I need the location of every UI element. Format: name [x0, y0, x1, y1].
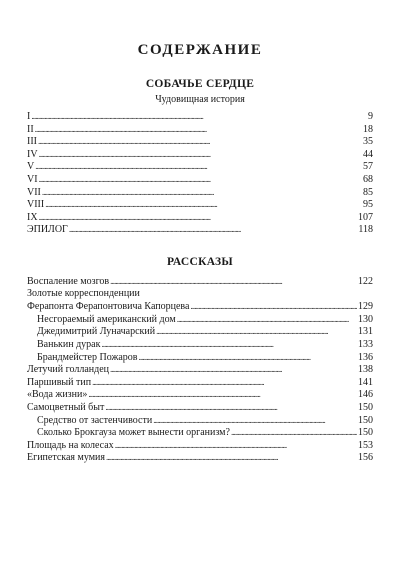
toc-leader-dots — [110, 275, 357, 289]
toc-entry — [27, 148, 373, 161]
toc-leader-dots — [39, 211, 357, 225]
toc-entry-page-number: 130 — [358, 313, 373, 325]
toc-entry-page-number: 146 — [358, 389, 373, 401]
toc-leader-dots — [31, 110, 367, 124]
toc-entry-label: IV — [27, 148, 38, 160]
toc-title: СОДЕРЖАНИЕ — [137, 42, 263, 58]
toc-entry-label: V — [27, 161, 35, 173]
toc-leader-dots — [39, 148, 362, 162]
toc-entry-page-number: 44 — [363, 148, 373, 160]
toc-entry-label: II — [27, 123, 34, 135]
toc-entry — [27, 275, 373, 288]
toc-entry-page-number: 35 — [363, 136, 373, 148]
toc-leader-dots — [177, 313, 357, 327]
toc-entry-label: Брандмейстер Пожаров — [37, 351, 138, 363]
toc-leader-dots — [231, 426, 357, 440]
toc-entry-label: Ванькин дурак — [37, 338, 101, 350]
toc-leader-dots — [139, 351, 357, 365]
toc-entry-page-number: 153 — [358, 439, 373, 451]
toc-leader-dots — [42, 186, 362, 200]
toc-entry-label: Несгораемый американский дом — [37, 313, 176, 325]
section-subtitle-sobachye-serdtse: Чудовищная история — [155, 94, 245, 105]
toc-entry-page-number: 118 — [358, 224, 373, 236]
section-title-rasskazy: РАССКАЗЫ — [166, 256, 233, 268]
toc-leader-dots — [69, 223, 358, 237]
toc-entry-label: I — [27, 111, 31, 122]
toc-entry — [27, 426, 373, 439]
toc-entry — [27, 401, 373, 414]
toc-entry — [27, 211, 373, 224]
toc-leader-dots — [38, 135, 362, 149]
toc-entry-page-number: 156 — [358, 452, 373, 464]
toc-entry-page-number: 138 — [358, 364, 373, 376]
toc-list-sobachye-serdtse — [27, 110, 373, 236]
toc-entry — [27, 288, 373, 301]
toc-entry-label: Джедимитрий Луначарский — [37, 326, 156, 338]
toc-entry-page-number: 150 — [358, 427, 373, 439]
section-title-sobachye-serdtse: СОБАЧЬЕ СЕРДЦЕ — [145, 78, 255, 90]
toc-entry-page-number: 141 — [358, 376, 373, 388]
toc-entry — [27, 376, 373, 389]
toc-entry — [27, 173, 373, 186]
toc-entry-page-number: 95 — [363, 199, 373, 211]
toc-entry — [27, 325, 373, 338]
toc-entry-label: Золотые корреспонденции — [27, 287, 140, 299]
toc-entry-label: VII — [27, 186, 41, 198]
toc-leader-dots — [106, 451, 357, 465]
toc-entry-page-number: 150 — [358, 401, 373, 413]
toc-leader-dots — [190, 300, 357, 314]
toc-entry — [27, 388, 373, 401]
toc-leader-dots — [45, 198, 362, 212]
toc-entry-label: Сколько Брокгауза может вынести организм? — [37, 427, 230, 439]
toc-entry — [27, 338, 373, 351]
toc-leader-dots — [35, 123, 362, 137]
toc-entry-label: Самоцветный быт — [27, 401, 105, 413]
toc-entry-label: Площадь на колесах — [27, 439, 114, 451]
toc-leader-dots — [115, 439, 357, 453]
toc-leader-dots — [101, 338, 357, 352]
toc-entry — [27, 186, 373, 199]
toc-entry — [27, 451, 373, 464]
toc-entry-label: VI — [27, 173, 38, 185]
toc-entry — [27, 351, 373, 364]
toc-entry-page-number: 122 — [358, 276, 373, 287]
toc-entry — [27, 135, 373, 148]
toc-entry-label: Воспаление мозгов — [27, 276, 110, 287]
toc-entry-page-number: 107 — [358, 211, 373, 223]
toc-entry-page-number: 68 — [363, 173, 373, 185]
toc-entry-page-number: 150 — [358, 414, 373, 426]
toc-entry-label: Египетская мумия — [27, 452, 106, 464]
toc-entry — [27, 313, 373, 326]
toc-entry — [27, 123, 373, 136]
toc-entry — [27, 198, 373, 211]
toc-leader-dots — [105, 401, 357, 415]
toc-entry-label: IX — [27, 211, 38, 223]
toc-entry-page-number: 85 — [363, 186, 373, 198]
toc-leader-dots — [153, 414, 357, 428]
toc-entry — [27, 160, 373, 173]
toc-entry-label: ЭПИЛОГ — [27, 224, 68, 236]
toc-leader-dots — [35, 160, 362, 174]
toc-leader-dots — [88, 388, 357, 402]
toc-entry — [27, 439, 373, 452]
toc-leader-dots — [92, 376, 357, 390]
toc-entry-label: III — [27, 136, 37, 148]
toc-entry-page-number: 9 — [368, 111, 373, 122]
toc-entry — [27, 110, 373, 123]
toc-entry — [27, 363, 373, 376]
toc-entry-page-number: 133 — [358, 338, 373, 350]
toc-entry-label: VIII — [27, 199, 45, 211]
toc-entry-label: Летучий голландец — [27, 364, 109, 376]
toc-entry-label: «Вода жизни» — [27, 389, 88, 401]
toc-entry-page-number: 57 — [363, 161, 373, 173]
toc-entry-label: Ферапонта Ферапонтовича Капорцева — [27, 301, 190, 313]
toc-entry — [27, 300, 373, 313]
toc-entry-label: Паршивый тип — [27, 376, 92, 388]
toc-entry-page-number: 129 — [358, 301, 373, 313]
toc-entry-page-number: 131 — [358, 326, 373, 338]
toc-entry — [27, 414, 373, 427]
toc-leader-dots — [39, 173, 362, 187]
toc-list-rasskazy — [27, 275, 373, 464]
toc-entry — [27, 223, 373, 236]
toc-entry-page-number: 18 — [363, 123, 373, 135]
toc-leader-dots — [110, 363, 357, 377]
toc-leader-dots — [156, 325, 357, 339]
toc-entry-label: Средство от застенчивости — [37, 414, 153, 426]
toc-entry-page-number: 136 — [358, 351, 373, 363]
